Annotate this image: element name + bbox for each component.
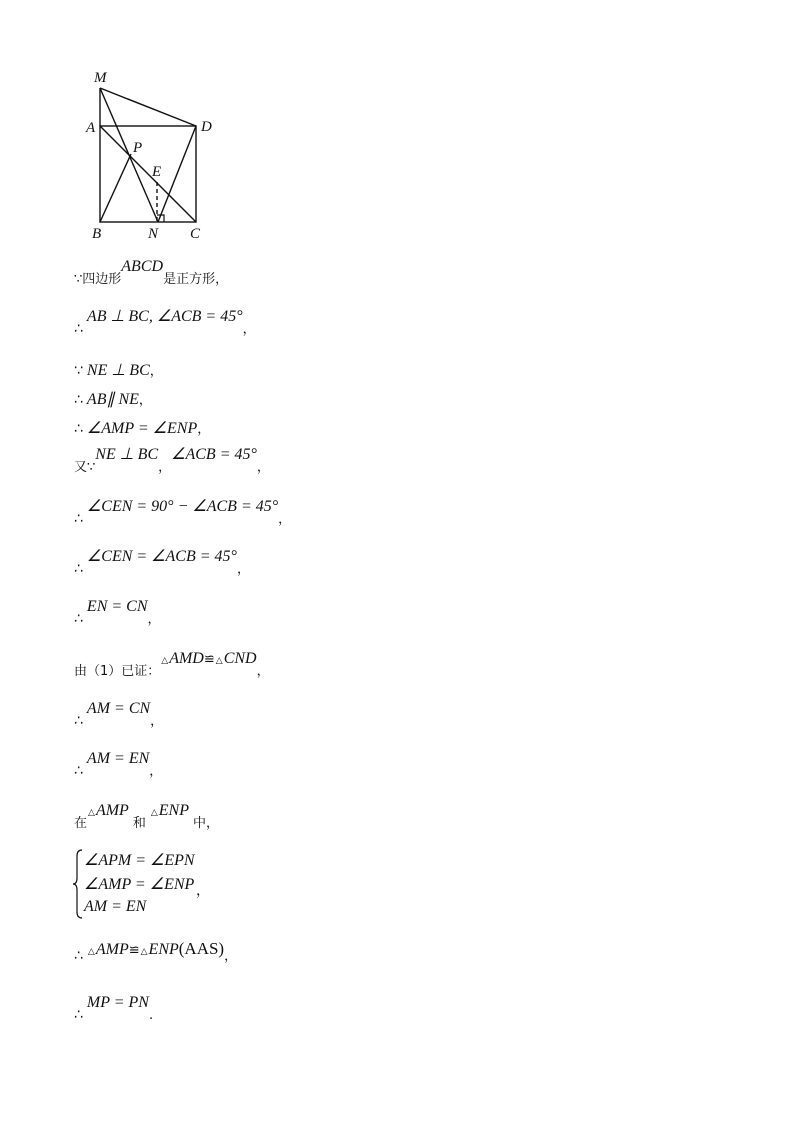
segment-dn: [158, 126, 196, 222]
proof-line-2: ∴ AB ⊥ BC, ∠ACB = 45° ，: [74, 308, 256, 337]
proof-line-7: ∴ ∠CEN = 90° − ∠ACB = 45° ，: [74, 498, 292, 527]
proof-line-3: ∵ NE ⊥ BC ，: [74, 362, 163, 379]
proof-line-8: ∴ ∠CEN = ∠ACB = 45° ，: [74, 548, 250, 577]
proof-line-6: 又∵ NE ⊥ BC ， ∠ACB = 45° ，: [74, 446, 270, 475]
system-line-3: AM = EN: [84, 898, 147, 915]
proof-line-12: ∴ AM = EN ，: [74, 750, 163, 779]
label-p: P: [133, 140, 143, 156]
proof-line-1: ∵四边形 ABCD 是正方形，: [74, 258, 229, 287]
proof-line-16: ∴ MP = PN .: [74, 994, 154, 1023]
label-a: A: [86, 120, 96, 136]
label-c: C: [190, 226, 201, 242]
label-e: E: [152, 164, 162, 180]
segment-bp: [100, 154, 131, 222]
proof-line-11: ∴ AM = CN ，: [74, 700, 164, 729]
label-d: D: [201, 119, 212, 135]
proof-line-10: 由（1）已证： △ AMD ≌ △ CND ，: [74, 650, 270, 679]
system-comma: ，: [196, 883, 210, 899]
proof-line-5: ∴ ∠AMP = ∠ENP ，: [74, 420, 211, 437]
label-m: M: [94, 70, 107, 86]
proof-line-15: ∴ △ AMP ≌ △ ENP (AAS) ，: [74, 939, 238, 964]
proof-line-4: ∴ AB∥ NE ，: [74, 391, 152, 408]
proof-line-13: 在 △ AMP 和 △ ENP 中，: [74, 802, 219, 831]
system-line-1: ∠APM = ∠EPN: [84, 852, 195, 869]
geometry-figure: [80, 62, 250, 242]
system-line-2: ∠AMP = ∠ENP: [84, 876, 195, 893]
label-b: B: [92, 226, 102, 242]
system-brace: [72, 848, 84, 920]
proof-line-9: ∴ EN = CN ，: [74, 598, 161, 627]
diagonal-ac: [100, 126, 196, 222]
label-n: N: [148, 226, 159, 242]
